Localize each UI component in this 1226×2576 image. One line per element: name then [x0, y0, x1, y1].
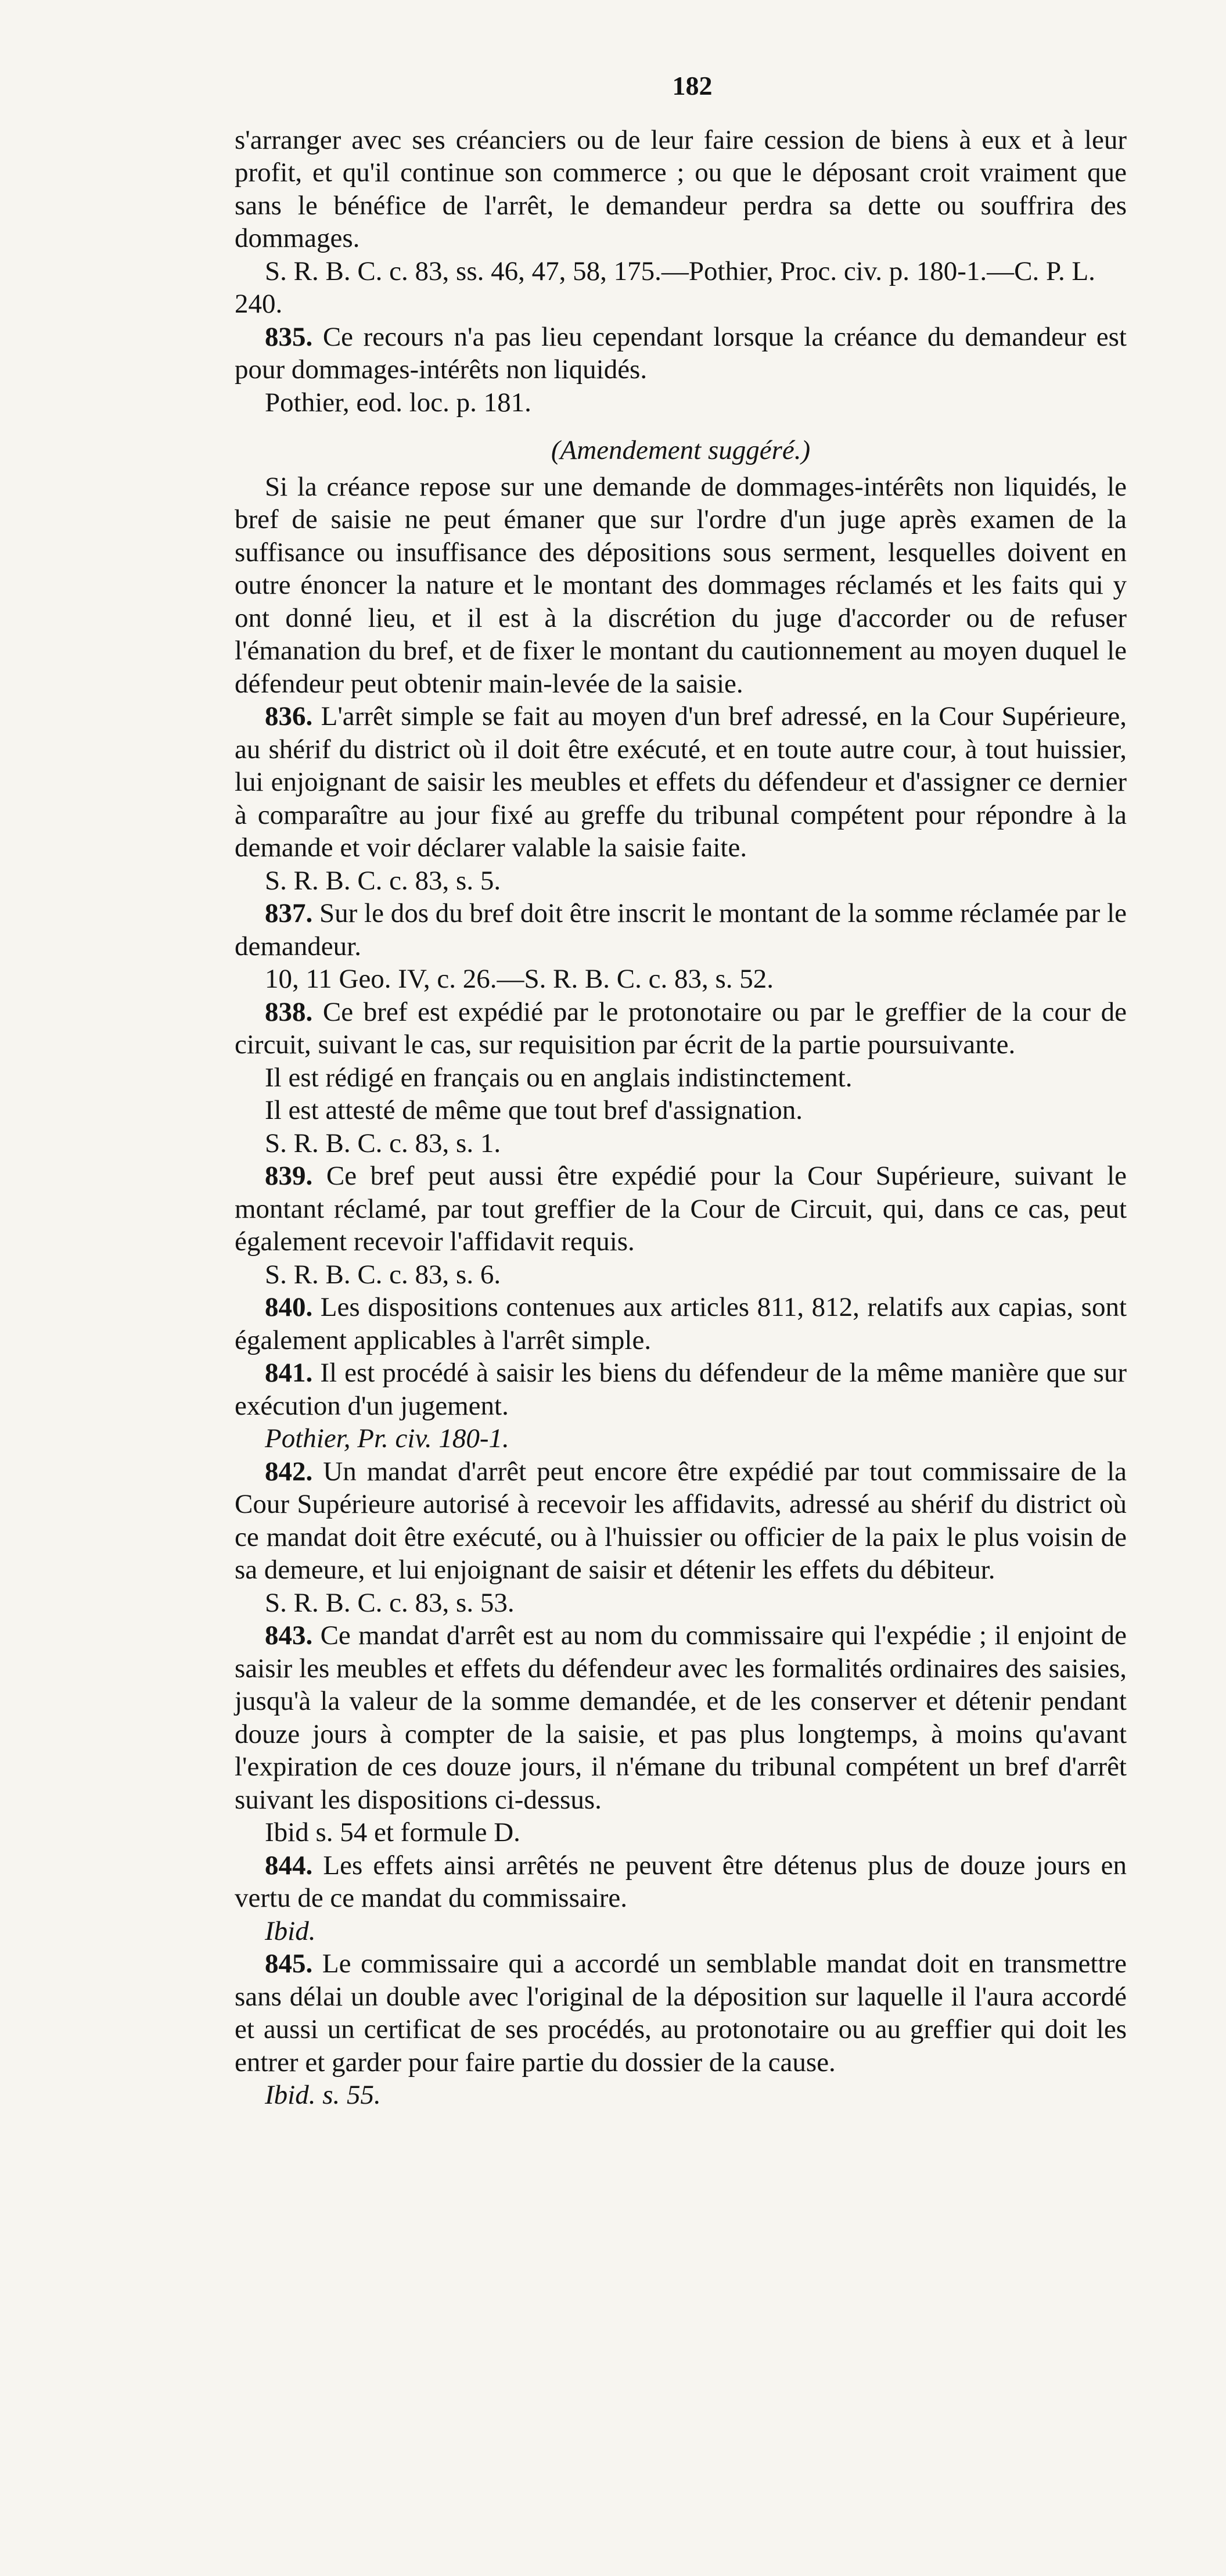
- source-reference: S. R. B. C. c. 83, s. 1.: [265, 1128, 501, 1158]
- article-number: 841.: [265, 1358, 313, 1388]
- source-reference: Pothier, eod. loc. p. 181.: [265, 387, 531, 418]
- source-reference: Pothier, Pr. civ. 180-1.: [265, 1423, 509, 1454]
- paragraph: Si la créance repose sur une demande de dommages-intérêts non liquidés, le bref de saisie ne peut émaner que sur l'ordre d'un juge après examen de la suffisance ou insuffisance des dépositions sous serment, lesquelles doivent en outre énoncer la nature et le montant des dommages réclamés et les faits qui y ont donné lieu, et il est à la discrétion du juge d'accorder ou de refuser l'émanation du bref, et de fixer le montant du cautionnement au moyen duquel le défendeur peut obtenir main-levée de la saisie.: [235, 471, 1127, 699]
- source-reference: S. R. B. C. c. 83, s. 53.: [265, 1587, 515, 1618]
- article-text: Sur le dos du bref doit être inscrit le montant de la somme réclamée par le demandeur.: [235, 898, 1127, 961]
- source-reference: S. R. B. C. c. 83, s. 6.: [265, 1259, 501, 1290]
- article-paragraph: [235, 1160, 1127, 1258]
- article-text: Ce bref peut aussi être expédié pour la Cour Supérieure, suivant le montant réclamé, par tout greffier de la Cour de Circuit, qui, dans ce cas, peut également recevoir l'affidavit requis.: [235, 1161, 1127, 1257]
- article-paragraph: [235, 1619, 1127, 1816]
- article-paragraph: [235, 1357, 1127, 1422]
- source-reference: Ibid. s. 55.: [265, 2080, 381, 2110]
- article-number: 840.: [265, 1292, 313, 1322]
- source-reference: S. R. B. C. c. 83, s. 5.: [265, 865, 501, 896]
- article-number: 836.: [265, 701, 313, 731]
- article-number: 843.: [265, 1620, 313, 1651]
- article-paragraph: [235, 1947, 1127, 2079]
- article-number: 837.: [265, 898, 313, 928]
- article-text: Un mandat d'arrêt peut encore être expédié par tout commissaire de la Cour Supérieure autorisé à recevoir les affidavits, adressé au shérif du district où ce mandat doit être exécuté, ou à l'huissier ou officier de la paix le plus voisin de sa demeure, et lui enjoignant de saisir et détenir les effets du débiteur.: [235, 1456, 1127, 1585]
- section-heading: (Amendement suggéré.): [551, 435, 811, 465]
- document-body: [235, 124, 1127, 2112]
- article-text: Les dispositions contenues aux articles 811, 812, relatifs aux capias, sont également applicables à l'arrêt simple.: [235, 1292, 1127, 1355]
- article-number: 842.: [265, 1456, 313, 1487]
- article-paragraph: [235, 700, 1127, 864]
- article-number: 835.: [265, 321, 313, 352]
- article-paragraph: [235, 996, 1127, 1061]
- article-text: Le commissaire qui a accordé un semblable mandat doit en transmettre sans délai un double avec l'original de la déposition sur laquelle il l'aura accordé et aussi un certificat de ses procédés, au protonotaire ou au greffier qui doit les entrer et garder pour faire partie du dossier de la cause.: [235, 1949, 1127, 2078]
- source-reference: 10, 11 Geo. IV, c. 26.—S. R. B. C. c. 83, s. 52.: [265, 964, 774, 994]
- article-paragraph: [235, 897, 1127, 963]
- article-text: L'arrêt simple se fait au moyen d'un bref adressé, en la Cour Supérieure, au shérif du district où il doit être exécuté, et en toute autre cour, à tout huissier, lui enjoignant de saisir les meubles et effets du défendeur et d'assigner ce dernier à comparaître au jour fixé au greffe du tribunal compétent pour répondre à la demande et voir déclarer valable la saisie faite.: [235, 701, 1127, 863]
- article-paragraph: [235, 1291, 1127, 1357]
- article-text: Ce recours n'a pas lieu cependant lorsque la créance du demandeur est pour dommages-intérêts non liquidés.: [235, 321, 1127, 385]
- article-paragraph: [235, 1849, 1127, 1915]
- article-text: Ce mandat d'arrêt est au nom du commissaire qui l'expédie ; il enjoint de saisir les meubles et effets du défendeur avec les formalités ordinaires des saisies, jusqu'à la valeur de la somme demandée, et de les conserver et détenir pendant douze jours à compter de la saisie, et pas plus longtemps, à moins qu'avant l'expiration de ces douze jours, il n'émane du tribunal compétent un bref d'arrêt suivant les dispositions ci-dessus.: [235, 1620, 1127, 1815]
- page-number: 182: [672, 71, 713, 101]
- document-page: [235, 70, 1127, 2112]
- source-reference: Il est rédigé en français ou en anglais indistinctement.: [265, 1062, 853, 1093]
- article-paragraph: [235, 1455, 1127, 1587]
- source-reference: Ibid.: [265, 1915, 316, 1946]
- paragraph: s'arranger avec ses créanciers ou de leur faire cession de biens à eux et à leur profit, et qu'il continue son commerce ; ou que le déposant croit vraiment que sans le bénéfice de l'arrêt, le demandeur perdra sa dette ou souffrira des dommages.: [235, 124, 1127, 253]
- article-text: Il est procédé à saisir les biens du défendeur de la même manière que sur exécution d'un jugement.: [235, 1358, 1127, 1421]
- article-number: 845.: [265, 1949, 313, 1979]
- article-number: 844.: [265, 1850, 313, 1881]
- article-text: Ce bref est expédié par le protonotaire ou par le greffier de la cour de circuit, suivant le cas, sur requisition par écrit de la partie poursuivante.: [235, 996, 1127, 1060]
- article-text: Les effets ainsi arrêtés ne peuvent être détenus plus de douze jours en vertu de ce mandat du commissaire.: [235, 1850, 1127, 1913]
- source-reference: Il est attesté de même que tout bref d'assignation.: [265, 1095, 803, 1125]
- article-paragraph: [235, 321, 1127, 386]
- article-number: 838.: [265, 996, 313, 1027]
- source-reference: Ibid s. 54 et formule D.: [265, 1817, 520, 1847]
- source-reference: S. R. B. C. c. 83, ss. 46, 47, 58, 175.—Pothier, Proc. civ. p. 180-1.—C. P. L. 240.: [235, 256, 1095, 319]
- article-number: 839.: [265, 1161, 313, 1191]
